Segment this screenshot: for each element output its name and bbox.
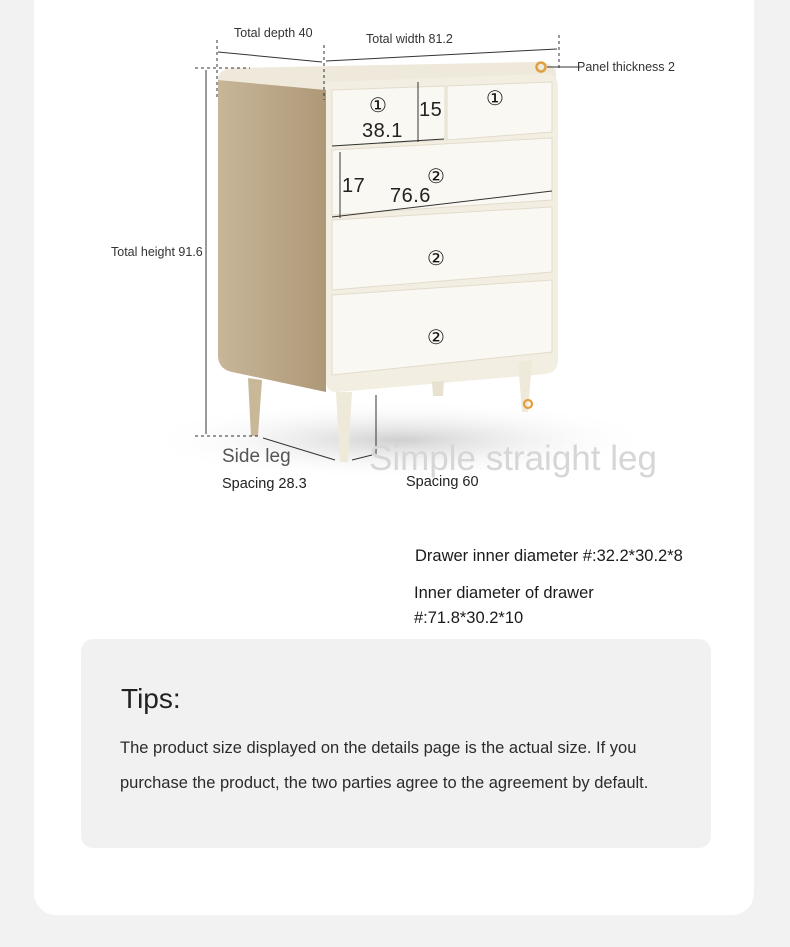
tips-box: [81, 639, 711, 848]
total-height-label: Total height 91.6: [111, 245, 203, 259]
front-spacing-label: Spacing 60: [406, 474, 479, 490]
panel-thickness-label: Panel thickness 2: [577, 60, 675, 74]
tips-title: Tips:: [121, 683, 181, 714]
large-drawer-width-label: 76.6: [390, 185, 431, 207]
drawer2-inner-dimensions-value: #:71.8*30.2*10: [414, 609, 524, 627]
side-leg-label: Side leg: [222, 446, 291, 467]
drawer1-inner-dimensions: Drawer inner diameter #:32.2*30.2*8: [415, 547, 683, 565]
drawer2-inner-dimensions-title: Inner diameter of drawer: [414, 584, 594, 602]
drawer-marker-2: ②: [427, 327, 445, 349]
drawer-marker-1: ①: [369, 95, 387, 117]
straight-leg-label: Simple straight leg: [369, 439, 657, 478]
small-drawer-width-label: 38.1: [362, 120, 403, 142]
total-width-label: Total width 81.2: [366, 32, 453, 46]
total-depth-label: Total depth 40: [234, 26, 313, 40]
drawer-marker-1: ①: [486, 88, 504, 110]
large-drawer-height-label: 17: [342, 175, 366, 197]
tips-body: The product size displayed on the details page is the actual size. If you purchase the product, the two parties agree to the agreement by default.: [120, 739, 649, 792]
side-spacing-label: Spacing 28.3: [222, 476, 307, 492]
drawer-marker-2: ②: [427, 166, 445, 188]
small-drawer-height-label: 15: [419, 99, 443, 121]
drawer-marker-2: ②: [427, 248, 445, 270]
